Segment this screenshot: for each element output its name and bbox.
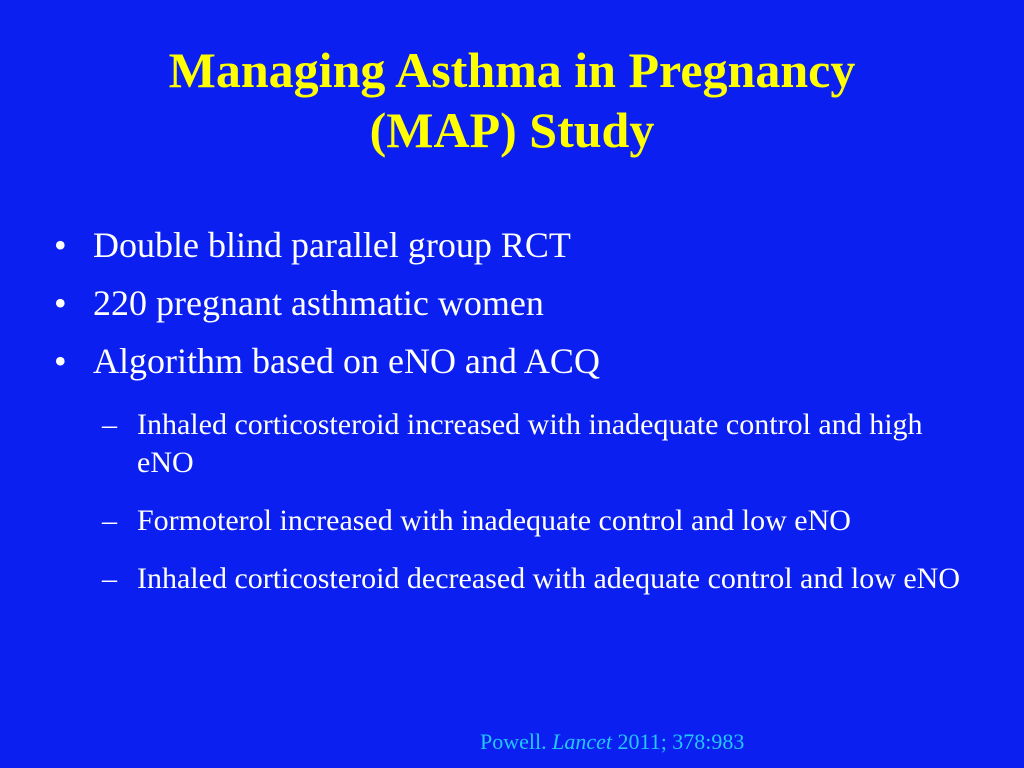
- sub-bullet-list: [0, 406, 1024, 618]
- citation: [480, 728, 744, 756]
- slide-title: [0, 40, 1024, 160]
- bullet-text: Algorithm based on eNO and ACQ: [93, 341, 600, 381]
- sub-bullet-text: Formoterol increased with inadequate control and low eNO: [137, 504, 851, 537]
- bullet-item: [0, 224, 1024, 266]
- sub-bullet-item: [0, 560, 1024, 598]
- bullet-item: [0, 340, 1024, 382]
- citation-author: Powell.: [480, 729, 547, 754]
- bullet-text: 220 pregnant asthmatic women: [93, 283, 544, 323]
- sub-bullet-dash: –: [102, 504, 117, 537]
- sub-bullet-item: [0, 502, 1024, 540]
- bullet-item: [0, 282, 1024, 324]
- bullet-dot: •: [54, 225, 67, 265]
- bullet-dot: •: [54, 341, 67, 381]
- bullet-dot: •: [54, 283, 67, 323]
- citation-ref: 2011; 378:983: [617, 729, 745, 754]
- slide-title-line-1: Managing Asthma in Pregnancy: [168, 42, 856, 98]
- sub-bullet-text: Inhaled corticosteroid increased with inadequate control and high eNO: [137, 408, 923, 479]
- slide-title-line-2: (MAP) Study: [369, 102, 655, 158]
- bullet-text: Double blind parallel group RCT: [93, 225, 571, 265]
- sub-bullet-text: Inhaled corticosteroid decreased with adequate control and low eNO: [137, 562, 961, 595]
- sub-bullet-dash: –: [102, 408, 117, 441]
- citation-journal: Lancet: [552, 729, 613, 754]
- bullet-list: [0, 224, 1024, 398]
- sub-bullet-dash: –: [102, 562, 117, 595]
- sub-bullet-item: [0, 406, 1024, 482]
